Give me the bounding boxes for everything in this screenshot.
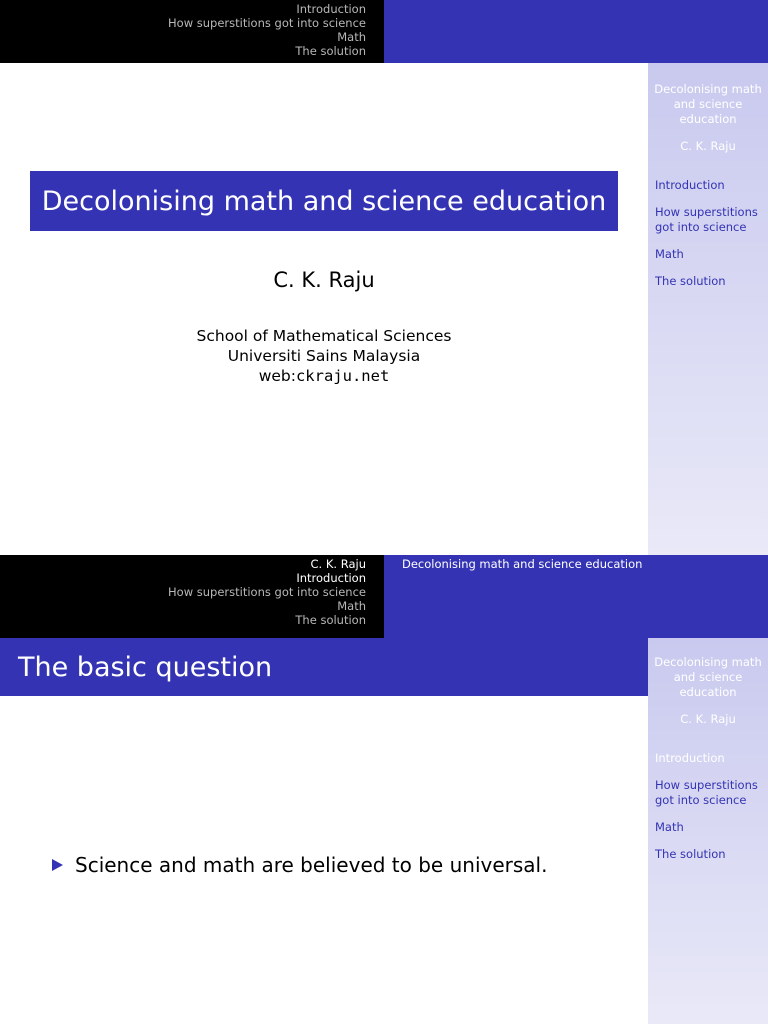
bullet-item <box>52 853 547 877</box>
sidebar-title[interactable]: Decolonising math and science education <box>654 82 762 126</box>
headline-right-panel <box>384 555 768 638</box>
nav-section-introduction[interactable]: Introduction <box>296 2 366 16</box>
sidebar-item-superstitions[interactable]: How superstitions got into science <box>655 778 758 807</box>
headline-section-nav <box>0 0 384 63</box>
sidebar-item-introduction[interactable]: Introduction <box>655 751 725 765</box>
slide-basic-question <box>0 555 768 1024</box>
sidebar-item-math[interactable]: Math <box>655 247 684 261</box>
bullet-text: Science and math are believed to be universal. <box>75 853 548 877</box>
headline-section-nav <box>0 555 384 638</box>
sidebar <box>648 638 768 1024</box>
headline-bar <box>0 555 768 638</box>
sidebar-author: C. K. Raju <box>680 712 736 726</box>
nav-section-solution[interactable]: The solution <box>295 44 366 58</box>
headline-bar <box>0 0 768 63</box>
triangle-bullet-icon <box>52 859 63 871</box>
presentation-title: Decolonising math and science education <box>30 171 618 231</box>
sidebar-author: C. K. Raju <box>680 139 736 153</box>
sidebar-item-math[interactable]: Math <box>655 820 684 834</box>
sidebar-section-list <box>648 178 768 289</box>
sidebar <box>648 63 768 555</box>
sidebar-item-solution[interactable]: The solution <box>655 274 726 288</box>
headline-author: C. K. Raju <box>310 557 366 571</box>
sidebar-item-solution[interactable]: The solution <box>655 847 726 861</box>
nav-section-superstitions[interactable]: How superstitions got into science <box>168 16 366 30</box>
website-prefix: web: <box>258 367 296 385</box>
presentation-author: C. K. Raju <box>273 268 375 292</box>
sidebar-section-list <box>648 751 768 862</box>
nav-section-math[interactable]: Math <box>337 30 366 44</box>
sidebar-title[interactable]: Decolonising math and science education <box>654 655 762 699</box>
website-line <box>30 366 618 386</box>
website-link[interactable]: ckraju.net <box>295 367 390 385</box>
nav-section-math[interactable]: Math <box>337 599 366 613</box>
institute-block <box>30 326 618 386</box>
nav-section-solution[interactable]: The solution <box>295 613 366 627</box>
sidebar-item-superstitions[interactable]: How superstitions got into science <box>655 205 758 234</box>
frame-title: The basic question <box>0 638 648 696</box>
headline-short-title[interactable]: Decolonising math and science education <box>402 557 643 571</box>
headline-right-panel <box>384 0 768 63</box>
nav-section-superstitions[interactable]: How superstitions got into science <box>168 585 366 599</box>
sidebar-item-introduction[interactable]: Introduction <box>655 178 725 192</box>
nav-section-introduction[interactable]: Introduction <box>296 571 366 585</box>
institute-university: Universiti Sains Malaysia <box>227 347 421 365</box>
institute-school: School of Mathematical Sciences <box>196 327 452 345</box>
